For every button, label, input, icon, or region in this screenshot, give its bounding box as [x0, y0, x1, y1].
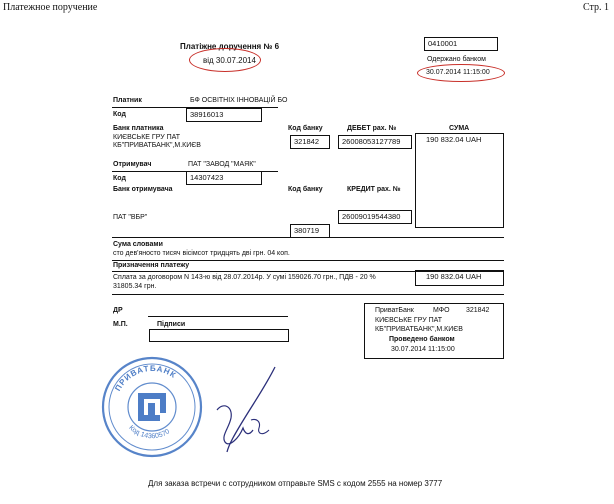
received-datetime: 30.07.2014 11:15:00 — [426, 69, 490, 76]
recipient-bank-code: 380719 — [294, 226, 320, 235]
received-label: Одержано банком — [427, 56, 486, 63]
signature-field — [149, 329, 289, 342]
sum-box — [415, 133, 504, 228]
purpose-sum: 190 832.04 UAH — [426, 272, 482, 281]
payer-bank-code: 321842 — [294, 137, 320, 146]
bank-seal — [100, 355, 204, 459]
credit-account-box — [338, 210, 412, 224]
sum-value: 190 832.04 UAH — [426, 135, 482, 144]
credit-account: 26009019544380 — [342, 212, 401, 221]
amount-words-label: Сума словами — [113, 241, 163, 248]
debit-label: ДЕБЕТ рах. № — [347, 125, 397, 132]
stamp-bank-line1: КИЄВСЬКЕ ГРУ ПАТ — [375, 317, 443, 324]
payer-bank-code-box — [290, 135, 330, 149]
payer-bank-line2: КБ"ПРИВАТБАНК",М.КИЄВ — [113, 142, 201, 149]
form-code-box — [424, 37, 498, 51]
recipient-bank-code-label: Код банку — [288, 186, 323, 193]
received-annotation-oval — [417, 64, 505, 82]
recipient-code-box — [186, 171, 262, 185]
purpose-label: Призначення платежу — [113, 262, 190, 269]
dr-label: ДР — [113, 307, 123, 314]
bank-processed-stamp — [364, 303, 504, 359]
footer-sms-note: Для заказа встречи с сотрудником отправьте SMS с кодом 2555 на номер 3777 — [148, 479, 443, 488]
sum-label: СУМА — [449, 125, 470, 132]
stamp-bank-name: ПриватБанк — [375, 307, 414, 314]
recipient-bank-label: Банк отримувача — [113, 186, 173, 193]
seal-text: ПРИВАТБАНК — [113, 363, 179, 393]
stamp-bank-line2: КБ"ПРИВАТБАНК",М.КИЄВ — [375, 326, 463, 333]
purpose-bottom-line — [112, 294, 504, 295]
recipient-code: 14307423 — [190, 173, 224, 182]
payer-code: 38916013 — [190, 110, 224, 119]
date-annotation-oval — [189, 48, 261, 72]
stamp-processed-label: Проведено банком — [389, 336, 455, 343]
amount-words-underline — [112, 260, 504, 261]
amount-words-text: сто дев'яносто тисяч вісімсот тридцять дві грн. 04 коп. — [113, 250, 290, 257]
form-code: 0410001 — [428, 39, 458, 48]
recipient-block-underline — [112, 237, 504, 238]
document-date: від 30.07.2014 — [203, 56, 256, 65]
privatbank-logo-icon — [138, 393, 166, 421]
handwritten-signature — [205, 362, 290, 457]
debit-account: 26008053127789 — [342, 137, 401, 146]
payer-code-label: Код — [113, 111, 126, 118]
payer-code-box — [186, 108, 262, 122]
payer-name: БФ ОСВІТНІХ ІННОВАЦІЙ БО — [190, 97, 288, 104]
seal-code: Код 14360570 — [127, 424, 172, 441]
purpose-line1: Сплата за договором N 143-ю від 28.07.2014р. У сумі 159026.70 грн., ПДВ - 20 % — [113, 274, 376, 281]
purpose-sum-box — [415, 270, 504, 286]
payer-bank-code-label: Код банку — [288, 125, 323, 132]
payer-bank-label: Банк платника — [113, 125, 164, 132]
purpose-line2: 31805.34 грн. — [113, 283, 157, 290]
recipient-name: ПАТ "ЗАВОД "МАЯК" — [188, 161, 256, 168]
debit-account-box — [338, 135, 412, 149]
signatures-label: Підписи — [157, 321, 186, 328]
payer-bank-line1: КИЄВСЬКЕ ГРУ ПАТ — [113, 134, 181, 141]
stamp-mfo-label: МФО — [433, 307, 450, 314]
recipient-label: Отримувач — [113, 161, 152, 168]
recipient-code-label: Код — [113, 175, 126, 182]
page-number: Стр. 1 — [582, 2, 609, 13]
dr-line — [148, 316, 288, 317]
document-title: Платіжне доручення № 6 — [180, 42, 280, 51]
stamp-mfo: 321842 — [466, 307, 490, 314]
stamp-datetime: 30.07.2014 11:15:00 — [391, 346, 455, 353]
page-header-title: Платежное поручение — [3, 2, 98, 13]
mp-label: М.П. — [113, 321, 128, 328]
recipient-bank-code-box — [290, 224, 330, 238]
payer-label: Платник — [113, 97, 142, 104]
recipient-bank-name: ПАТ "ВБР" — [113, 214, 148, 221]
credit-label: КРЕДИТ рах. № — [347, 186, 401, 193]
